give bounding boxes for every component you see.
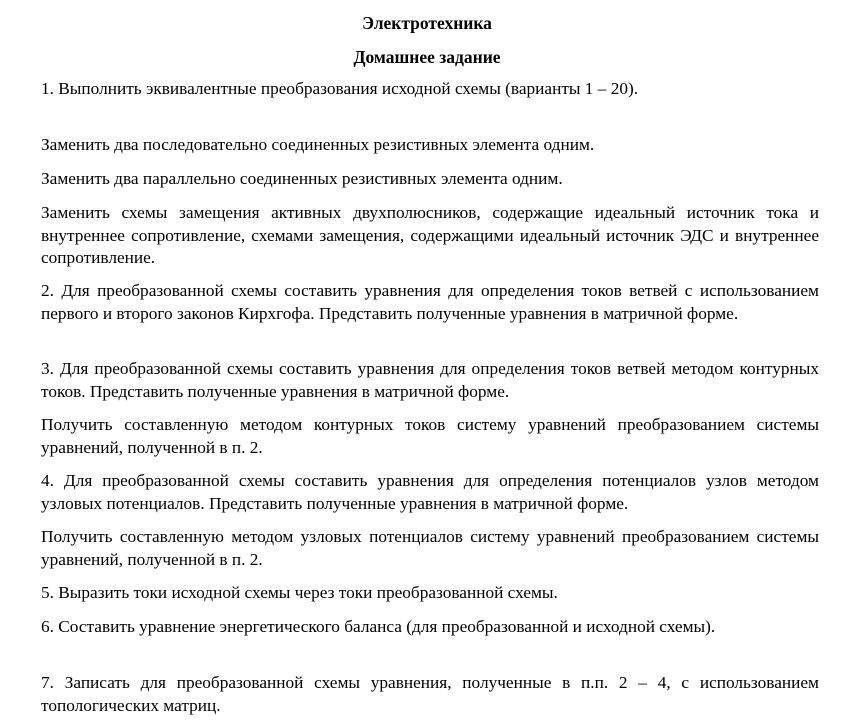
task-1-step-series: Заменить два последовательно соединенных резистивных элемента одним. (41, 135, 595, 154)
task-1-step-sources: Заменить схемы замещения активных двухполюсников, содержащие идеальный источник тока и внутреннее сопротивление, схемами замещения, содержащими идеальный источник ЭДС и внутреннее сопротивление. (41, 203, 819, 268)
document-title: Электротехника (362, 13, 492, 33)
task-4-followup: Получить составленную методом узловых потенциалов систему уравнений преобразованием системы уравнений, полученной в п. 2. (41, 527, 819, 569)
task-6-paragraph: 6. Составить уравнение энергетического баланса (для преобразованной и исходной схемы). (41, 617, 716, 636)
document-subtitle: Домашнее задание (353, 47, 501, 67)
task-3-paragraph: 3. Для преобразованной схемы составить уравнения для определения токов ветвей методом контурных токов. Представить полученные уравнения в матричной форме. (41, 359, 819, 401)
task-4-paragraph: 4. Для преобразованной схемы составить уравнения для определения потенциалов узлов методом узловых потенциалов. Представить полученные уравнения в матричной форме. (41, 471, 819, 513)
task-2-paragraph: 2. Для преобразованной схемы составить уравнения для определения токов ветвей с использованием первого и второго законов Кирхгофа. Представить полученные уравнения в матричной форме. (41, 281, 819, 323)
task-1-paragraph: 1. Выполнить эквивалентные преобразования исходной схемы (варианты 1 – 20). (41, 79, 639, 98)
task-3-followup: Получить составленную методом контурных токов систему уравнений преобразованием системы уравнений, полученной в п. 2. (41, 415, 819, 457)
task-1-step-parallel: Заменить два параллельно соединенных резистивных элемента одним. (41, 169, 563, 188)
task-5-paragraph: 5. Выразить токи исходной схемы через токи преобразованной схемы. (41, 583, 558, 602)
task-7-paragraph: 7. Записать для преобразованной схемы уравнения, полученные в п.п. 2 – 4, с использованием топологических матриц. (41, 673, 819, 715)
